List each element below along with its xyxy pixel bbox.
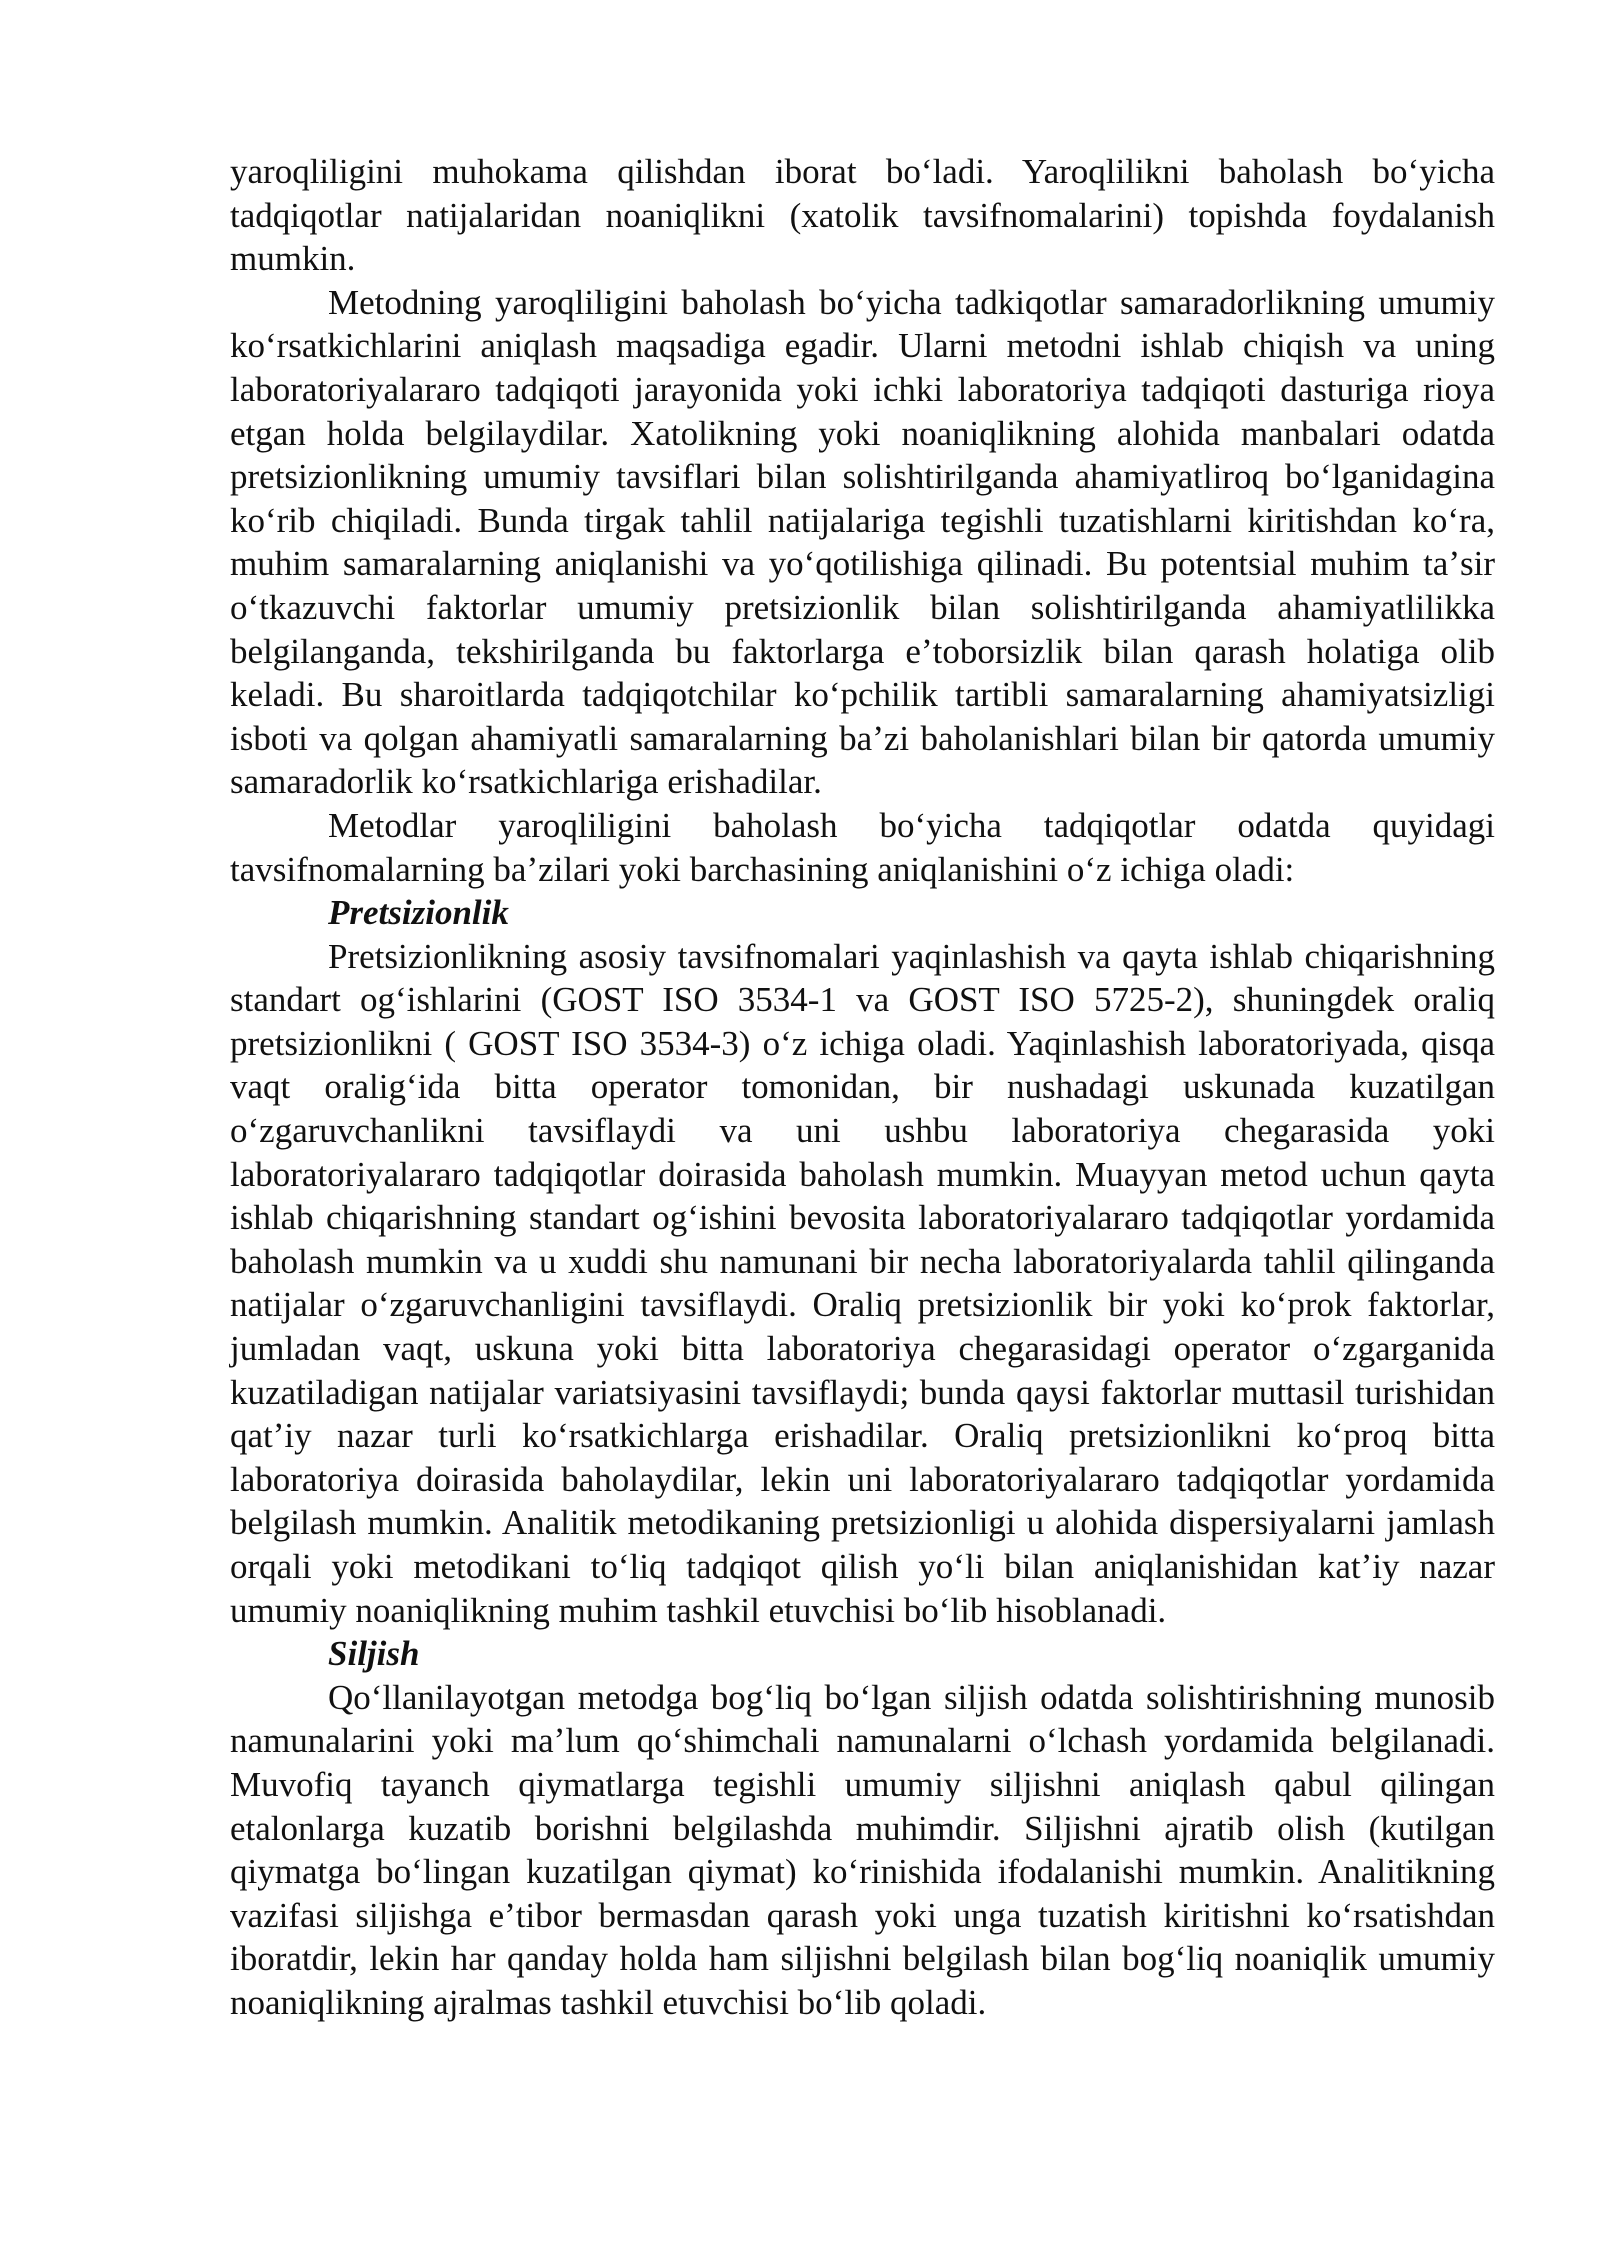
paragraph-continuation: yaroqliligini muhokama qilishdan iborat boʻladi. Yaroqlilikni baholash boʻyicha tadqiqotlar natijalaridan noaniqlikni (xatolik tavsifnomalarini) topishda foydalanish mumkin.	[230, 152, 1495, 279]
paragraph-precision: Pretsizionlikning asosiy tavsifnomalari yaqinlashish va qayta ishlab chiqarishning standart ogʻishlarini (GOST ISO 3534-1 va GOST ISO 5725-2), shuningdek oraliq pretsizionlikni ( GOST ISO 3534-3) oʻz ichiga oladi. Yaqinlashish laboratoriyada, qisqa vaqt oraligʻida bitta operator tomonidan, bir nushadagi uskunada kuzatilgan oʻzgaruvchanlikni tavsiflaydi va uni ushbu laboratoriya chegarasida yoki laboratoriyalararo tadqiqotlar doirasida baholash mumkin. Muayyan metod uchun qayta ishlab chiqarishning standart ogʻishini bevosita laboratoriyalararo tadqiqotlar yordamida baholash mumkin va u xuddi shu namunani bir necha laboratoriyalarda tahlil qilinganda natijalar oʻzgaruvchanligini tavsiflaydi. Oraliq pretsizionlik bir yoki koʻprok faktorlar, jumladan vaqt, uskuna yoki bitta laboratoriya chegarasidagi operator oʻzgarganida kuzatiladigan natijalar variatsiyasini tavsiflaydi; bunda qaysi faktorlar muttasil turishidan qatʼiy nazar turli koʻrsatkichlarga erishadilar. Oraliq pretsizionlikni koʻproq bitta laboratoriya doirasida baholaydilar, lekin uni laboratoriyalararo tadqiqotlar yordamida belgilash mumkin. Analitik metodikaning pretsizionligi u alohida dispersiyalarni jamlash orqali yoki metodikani toʻliq tadqiqot qilish yoʻli bilan aniqlanishidan katʼiy nazar umumiy noaniqlikning muhim tashkil etuvchisi boʻlib hisoblanadi.	[230, 936, 1495, 1630]
paragraph-method-validity: Metodning yaroqliligini baholash boʻyicha tadkiqotlar samaradorlikning umumiy koʻrsatkichlarini aniqlash maqsadiga egadir. Ularni metodni ishlab chiqish va uning laboratoriyalararo tadqiqoti jarayonida yoki ichki laboratoriya tadqiqoti dasturiga rioya etgan holda belgilaydilar. Xatolikning yoki noaniqlikning alohida manbalari odatda pretsizionlikning umumiy tavsiflari bilan solishtirilganda ahamiyatliroq boʻlganidagina koʻrib chiqiladi. Bunda tirgak tahlil natijalariga tegishli tuzatishlarni kiritishdan koʻra, muhim samaralarning aniqlanishi va yoʻqotilishiga qilinadi. Bu potentsial muhim taʼsir oʻtkazuvchi faktorlar umumiy pretsizionlik bilan solishtirilganda ahamiyatlilikka belgilanganda, tekshirilganda bu faktorlarga eʼtoborsizlik bilan qarash holatiga olib keladi. Bu sharoitlarda tadqiqotchilar koʻpchilik tartibli samaralarning ahamiyatsizligi isboti va qolgan ahamiyatli samaralarning baʼzi baholanishlari bilan bir qatorda umumiy samaradorlik koʻrsatkichlariga erishadilar.	[230, 282, 1495, 802]
paragraph-bias: Qoʻllanilayotgan metodga bogʻliq boʻlgan siljish odatda solishtirishning munosib namunalarini yoki maʼlum qoʻshimchali namunalarni oʻlchash yordamida belgilanadi. Muvofiq tayanch qiymatlarga tegishli umumiy siljishni aniqlash qabul qilingan etalonlarga kuzatib borishni belgilashda muhimdir. Siljishni ajratib olish (kutilgan qiymatga boʻlingan kuzatilgan qiymat) koʻrinishida ifodalanishi mumkin. Analitikning vazifasi siljishga eʼtibor bermasdan qarash yoki unga tuzatish kiritishni koʻrsatishdan iboratdir, lekin har qanday holda ham siljishni belgilash bilan bogʻliq noaniqlik umumiy noaniqlikning ajralmas tashkil etuvchisi boʻlib qoladi.	[230, 1677, 1495, 2022]
document-page	[230, 150, 1495, 2025]
section-heading-precision: Pretsizionlik	[328, 893, 509, 933]
section-heading-bias: Siljish	[328, 1634, 420, 1674]
paragraph-characteristics-intro: Metodlar yaroqliligini baholash boʻyicha tadqiqotlar odatda quyidagi tavsifnomalarning baʼzilari yoki barchasining aniqlanishini oʻz ichiga oladi:	[230, 805, 1495, 889]
